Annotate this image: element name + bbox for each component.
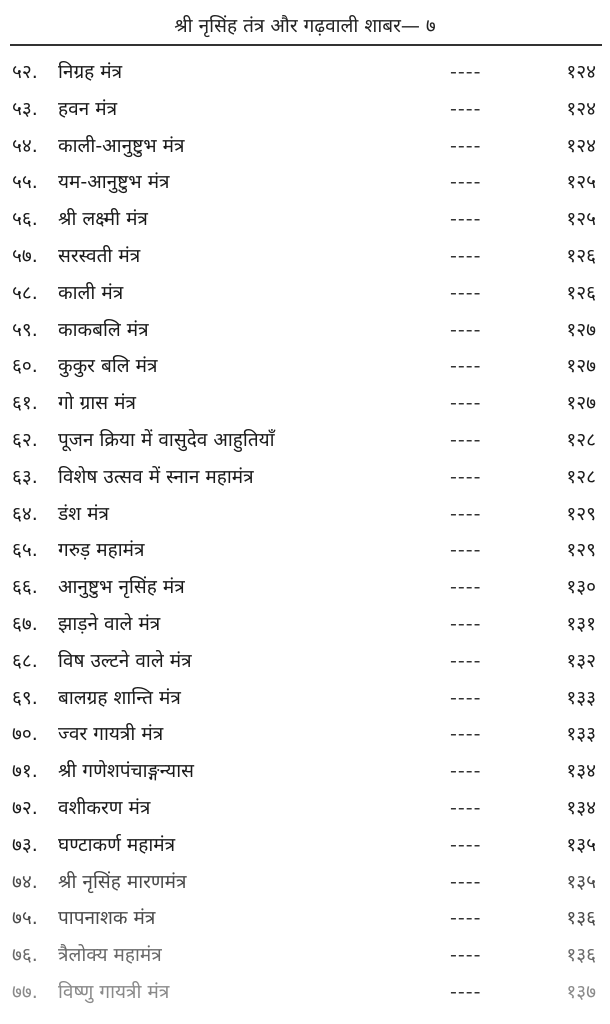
entry-number: ७७. [12,980,38,1003]
entry-title: झाड़ने वाले मंत्र [58,612,161,635]
entry-number: ५९. [12,318,38,341]
entry-page-number: १२६ [566,281,596,304]
dash-leader: ---- [450,61,482,83]
toc-entry [0,569,610,606]
entry-number: ५७. [12,244,38,267]
entry-number: ७६. [12,944,38,967]
entry-page-number: १२४ [566,97,596,120]
entry-number: ६८. [12,649,38,672]
entry-number: ५४. [12,134,38,157]
entry-title: पूजन क्रिया में वासुदेव आहुतियाँ [58,428,275,451]
toc-entry [0,680,610,717]
toc-entry [0,128,610,165]
dash-leader: ---- [450,318,482,341]
entry-title: काली-आनुष्टुभ मंत्र [58,134,185,157]
entry-page-number: १३६ [566,944,596,967]
dash-leader: ---- [450,686,482,709]
entry-number: ५३. [12,97,38,120]
entry-title: वशीकरण मंत्र [58,796,151,819]
dash-leader: ---- [450,870,482,893]
toc-entry [0,385,610,422]
entry-page-number: १३५ [566,870,596,893]
entry-number: ६७. [12,612,38,635]
entry-page-number: १३५ [566,833,596,856]
entry-number: ७५. [12,907,38,930]
entry-page-number: १२७ [566,318,596,341]
toc-entry [0,827,610,864]
entry-number: ७४. [12,870,38,893]
toc-entry [0,900,610,937]
toc-entry [0,496,610,533]
entry-page-number: १२७ [566,392,596,415]
entry-page-number: १२५ [566,171,596,194]
dash-leader: ---- [450,171,482,194]
entry-page-number: १२९ [566,502,596,525]
dash-leader: ---- [450,980,482,1003]
entry-number: ६५. [12,539,38,562]
table-of-contents [0,54,610,1011]
entry-title: कुकुर बलि मंत्र [58,355,158,378]
toc-entry [0,716,610,753]
entry-page-number: १२४ [566,134,596,157]
entry-title: विशेष उत्सव में स्नान महामंत्र [58,465,254,488]
entry-title: श्री गणेशपंचाङ्गन्यास [58,760,194,783]
dash-leader: ---- [450,796,482,819]
entry-title: विष्णु गायत्री मंत्र [58,980,170,1003]
dash-leader: ---- [450,723,482,746]
toc-entry [0,974,610,1011]
entry-title: पापनाशक मंत्र [58,907,156,930]
entry-title: हवन मंत्र [58,97,118,120]
toc-entry [0,54,610,91]
entry-title: यम-आनुष्टुभ मंत्र [58,171,170,194]
toc-entry [0,164,610,201]
toc-entry [0,532,610,569]
dash-leader: ---- [450,539,482,562]
entry-page-number: १२६ [566,244,596,267]
entry-number: ५२. [12,61,38,83]
toc-entry [0,91,610,128]
entry-number: ७१. [12,760,38,783]
entry-page-number: १३३ [566,723,596,746]
toc-entry [0,238,610,275]
entry-title: गो ग्रास मंत्र [58,392,137,415]
entry-title: विष उल्टने वाले मंत्र [58,649,192,672]
toc-entry [0,459,610,496]
entry-title: काली मंत्र [58,281,124,304]
page-header: श्री नृसिंह तंत्र और गढ़वाली शाबर— ७ [174,15,436,37]
entry-number: ५५. [12,171,38,194]
entry-title: आनुष्टुभ नृसिंह मंत्र [58,576,185,599]
entry-number: ७३. [12,833,38,856]
entry-page-number: १२९ [566,539,596,562]
entry-page-number: १२८ [566,465,596,488]
entry-number: ६०. [12,355,38,378]
toc-entry [0,201,610,238]
entry-page-number: १३३ [566,686,596,709]
dash-leader: ---- [450,649,482,672]
dash-leader: ---- [450,134,482,157]
dash-leader: ---- [450,833,482,856]
entry-title: काकबलि मंत्र [58,318,149,341]
dash-leader: ---- [450,244,482,267]
dash-leader: ---- [450,465,482,488]
entry-number: ६६. [12,576,38,599]
toc-entry [0,753,610,790]
entry-page-number: १३१ [566,612,596,635]
entry-title: निग्रह मंत्र [58,61,123,83]
toc-entry [0,275,610,312]
entry-number: ६९. [12,686,38,709]
entry-number: ६१. [12,392,38,415]
toc-entry [0,312,610,349]
entry-number: ६४. [12,502,38,525]
entry-page-number: १२४ [566,61,596,83]
toc-entry [0,937,610,974]
header-rule [10,44,602,46]
dash-leader: ---- [450,355,482,378]
dash-leader: ---- [450,760,482,783]
entry-page-number: १३४ [566,760,596,783]
entry-title: ज्वर गायत्री मंत्र [58,723,164,746]
entry-title: गरुड़ महामंत्र [58,539,145,562]
entry-page-number: १३६ [566,907,596,930]
entry-number: ७०. [12,723,38,746]
entry-page-number: १३७ [566,980,596,1003]
toc-entry [0,643,610,680]
toc-entry [0,864,610,901]
entry-title: त्रैलोक्य महामंत्र [58,944,162,967]
entry-page-number: १३४ [566,796,596,819]
dash-leader: ---- [450,97,482,120]
dash-leader: ---- [450,907,482,930]
entry-title: श्री नृसिंह मारणमंत्र [58,870,187,893]
entry-title: बालग्रह शान्ति मंत्र [58,686,181,709]
dash-leader: ---- [450,281,482,304]
dash-leader: ---- [450,392,482,415]
entry-number: ७२. [12,796,38,819]
entry-page-number: १२८ [566,428,596,451]
entry-page-number: १३२ [566,649,596,672]
dash-leader: ---- [450,428,482,451]
toc-entry [0,606,610,643]
toc-entry [0,422,610,459]
entry-number: ५६. [12,208,38,231]
dash-leader: ---- [450,612,482,635]
dash-leader: ---- [450,576,482,599]
entry-title: श्री लक्ष्मी मंत्र [58,208,148,231]
entry-title: सरस्वती मंत्र [58,244,141,267]
dash-leader: ---- [450,502,482,525]
dash-leader: ---- [450,208,482,231]
entry-number: ६२. [12,428,38,451]
toc-entry [0,348,610,385]
entry-page-number: १३० [566,576,596,599]
entry-number: ६३. [12,465,38,488]
entry-page-number: १२७ [566,355,596,378]
toc-entry [0,790,610,827]
entry-title: डंश मंत्र [58,502,109,525]
entry-number: ५८. [12,281,38,304]
dash-leader: ---- [450,944,482,967]
entry-title: घण्टाकर्ण महामंत्र [58,833,176,856]
entry-page-number: १२५ [566,208,596,231]
